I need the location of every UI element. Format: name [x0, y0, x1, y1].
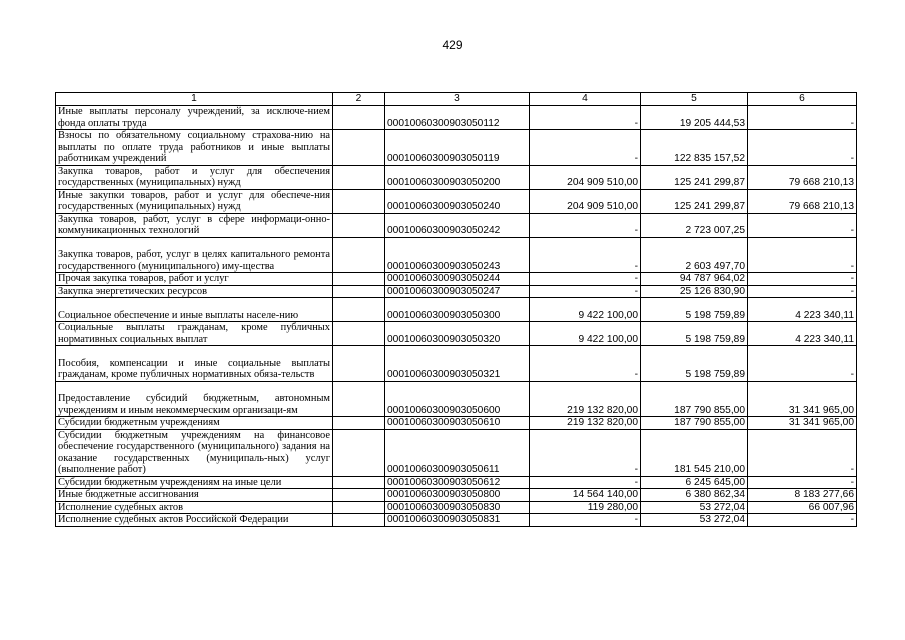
- table-row: [56, 106, 857, 130]
- row-code: 00010060300903050200: [385, 165, 530, 189]
- table-row: [56, 130, 857, 166]
- row-col6: -: [748, 130, 857, 166]
- row-col5: 181 545 210,00: [641, 429, 748, 476]
- column-header-1: 1: [56, 93, 333, 106]
- row-col4: 9 422 100,00: [530, 322, 641, 346]
- row-col4: 204 909 510,00: [530, 165, 641, 189]
- row-col4: -: [530, 130, 641, 166]
- row-col2: [333, 429, 385, 476]
- row-name: Закупка товаров, работ, услуг в целях капитального ремонта государственного (муниципального) иму-щества: [56, 237, 333, 273]
- row-col2: [333, 417, 385, 430]
- row-col2: [333, 381, 385, 417]
- row-col4: 204 909 510,00: [530, 189, 641, 213]
- row-name: Субсидии бюджетным учреждениям на финансовое обеспечение государственного (муниципального) задания на оказание государственных (муниципаль-ных) услуг (выполнение работ): [56, 429, 333, 476]
- row-col5: 2 603 497,70: [641, 237, 748, 273]
- row-code: 00010060300903050247: [385, 285, 530, 298]
- row-col2: [333, 165, 385, 189]
- row-name: Социальные выплаты гражданам, кроме публичных нормативных социальных выплат: [56, 322, 333, 346]
- table-header-row: [56, 93, 857, 106]
- row-code: 00010060300903050112: [385, 106, 530, 130]
- row-col5: 6 245 645,00: [641, 476, 748, 489]
- table-row: [56, 514, 857, 527]
- table-row: [56, 285, 857, 298]
- row-col6: 4 223 340,11: [748, 298, 857, 322]
- table-row: [56, 417, 857, 430]
- row-name: Пособия, компенсации и иные социальные выплаты гражданам, кроме публичных нормативных обяза-тельств: [56, 346, 333, 382]
- row-code: 00010060300903050119: [385, 130, 530, 166]
- row-col2: [333, 298, 385, 322]
- row-col5: 187 790 855,00: [641, 417, 748, 430]
- row-code: 00010060300903050321: [385, 346, 530, 382]
- row-name: Социальное обеспечение и иные выплаты населе-нию: [56, 298, 333, 322]
- row-col6: 31 341 965,00: [748, 417, 857, 430]
- row-col2: [333, 322, 385, 346]
- row-name: Закупка энергетических ресурсов: [56, 285, 333, 298]
- row-col4: -: [530, 237, 641, 273]
- budget-table: [55, 92, 857, 527]
- table-row: [56, 165, 857, 189]
- row-name: Прочая закупка товаров, работ и услуг: [56, 273, 333, 286]
- row-code: 00010060300903050320: [385, 322, 530, 346]
- row-col5: 6 380 862,34: [641, 489, 748, 502]
- row-code: 00010060300903050242: [385, 213, 530, 237]
- row-col6: 8 183 277,66: [748, 489, 857, 502]
- table-body: [56, 106, 857, 527]
- table-row: [56, 273, 857, 286]
- row-code: 00010060300903050611: [385, 429, 530, 476]
- row-col5: 187 790 855,00: [641, 381, 748, 417]
- row-name: Субсидии бюджетным учреждениям: [56, 417, 333, 430]
- row-col2: [333, 237, 385, 273]
- row-code: 00010060300903050243: [385, 237, 530, 273]
- row-col5: 5 198 759,89: [641, 346, 748, 382]
- row-col6: -: [748, 237, 857, 273]
- row-col4: 219 132 820,00: [530, 381, 641, 417]
- row-col4: 119 280,00: [530, 501, 641, 514]
- table-row: [56, 489, 857, 502]
- row-name: Субсидии бюджетным учреждениям на иные цели: [56, 476, 333, 489]
- row-code: 00010060300903050240: [385, 189, 530, 213]
- column-header-5: 5: [641, 93, 748, 106]
- row-col4: 219 132 820,00: [530, 417, 641, 430]
- row-col4: -: [530, 213, 641, 237]
- row-col2: [333, 514, 385, 527]
- table-row: [56, 298, 857, 322]
- row-col4: -: [530, 514, 641, 527]
- column-header-4: 4: [530, 93, 641, 106]
- row-col2: [333, 130, 385, 166]
- row-col2: [333, 106, 385, 130]
- table-row: [56, 346, 857, 382]
- row-col6: -: [748, 285, 857, 298]
- table-row: [56, 476, 857, 489]
- row-name: Иные закупки товаров, работ и услуг для обеспече-ния государственных (муниципальных) нужд: [56, 189, 333, 213]
- table-row: [56, 381, 857, 417]
- row-col5: 53 272,04: [641, 501, 748, 514]
- row-code: 00010060300903050831: [385, 514, 530, 527]
- row-col5: 53 272,04: [641, 514, 748, 527]
- table-row: [56, 237, 857, 273]
- row-col5: 125 241 299,87: [641, 165, 748, 189]
- row-col2: [333, 285, 385, 298]
- row-col4: -: [530, 106, 641, 130]
- row-name: Предоставление субсидий бюджетным, автономным учреждениям и иным некоммерческим организаци-ям: [56, 381, 333, 417]
- row-col4: -: [530, 476, 641, 489]
- row-col6: -: [748, 514, 857, 527]
- row-name: Иные бюджетные ассигнования: [56, 489, 333, 502]
- table-row: [56, 501, 857, 514]
- row-name: Закупка товаров, работ, услуг в сфере информаци-онно-коммуникационных технологий: [56, 213, 333, 237]
- row-col6: -: [748, 106, 857, 130]
- row-col6: -: [748, 346, 857, 382]
- row-name: Иные выплаты персоналу учреждений, за исключе-нием фонда оплаты труда: [56, 106, 333, 130]
- column-header-6: 6: [748, 93, 857, 106]
- row-col6: 66 007,96: [748, 501, 857, 514]
- row-col5: 2 723 007,25: [641, 213, 748, 237]
- row-name: Исполнение судебных актов: [56, 501, 333, 514]
- row-code: 00010060300903050830: [385, 501, 530, 514]
- table-row: [56, 322, 857, 346]
- row-col6: 79 668 210,13: [748, 189, 857, 213]
- row-name: Закупка товаров, работ и услуг для обеспечения государственных (муниципальных) нужд: [56, 165, 333, 189]
- row-col4: 9 422 100,00: [530, 298, 641, 322]
- row-col4: -: [530, 346, 641, 382]
- row-code: 00010060300903050244: [385, 273, 530, 286]
- row-col6: -: [748, 213, 857, 237]
- row-col2: [333, 476, 385, 489]
- row-code: 00010060300903050610: [385, 417, 530, 430]
- row-col6: 79 668 210,13: [748, 165, 857, 189]
- row-name: Взносы по обязательному социальному страхова-нию на выплаты по оплате труда работников и иные выплаты работникам учреждений: [56, 130, 333, 166]
- row-col2: [333, 501, 385, 514]
- column-header-3: 3: [385, 93, 530, 106]
- row-col6: -: [748, 476, 857, 489]
- row-code: 00010060300903050600: [385, 381, 530, 417]
- row-col5: 94 787 964,02: [641, 273, 748, 286]
- table-row: [56, 213, 857, 237]
- row-col2: [333, 213, 385, 237]
- row-col5: 25 126 830,90: [641, 285, 748, 298]
- row-col4: 14 564 140,00: [530, 489, 641, 502]
- row-col5: 19 205 444,53: [641, 106, 748, 130]
- row-col5: 5 198 759,89: [641, 322, 748, 346]
- row-code: 00010060300903050612: [385, 476, 530, 489]
- row-col5: 5 198 759,89: [641, 298, 748, 322]
- row-col4: -: [530, 273, 641, 286]
- table-row: [56, 429, 857, 476]
- row-code: 00010060300903050300: [385, 298, 530, 322]
- row-col5: 125 241 299,87: [641, 189, 748, 213]
- row-col6: 4 223 340,11: [748, 322, 857, 346]
- row-col2: [333, 273, 385, 286]
- row-col6: -: [748, 429, 857, 476]
- row-col5: 122 835 157,52: [641, 130, 748, 166]
- row-col6: -: [748, 273, 857, 286]
- table-row: [56, 189, 857, 213]
- row-col2: [333, 346, 385, 382]
- column-header-2: 2: [333, 93, 385, 106]
- row-code: 00010060300903050800: [385, 489, 530, 502]
- page-number: 429: [442, 38, 463, 52]
- row-col6: 31 341 965,00: [748, 381, 857, 417]
- row-col4: -: [530, 285, 641, 298]
- row-name: Исполнение судебных актов Российской Федерации: [56, 514, 333, 527]
- row-col4: -: [530, 429, 641, 476]
- row-col2: [333, 489, 385, 502]
- row-col2: [333, 189, 385, 213]
